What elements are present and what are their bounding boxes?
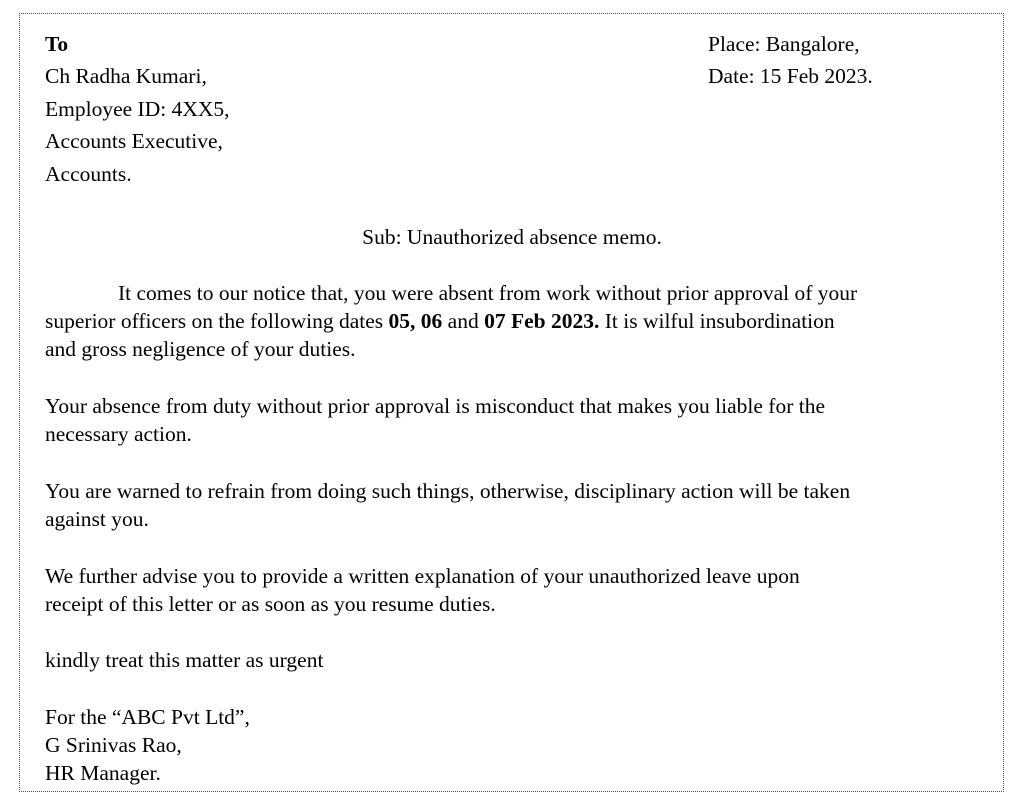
signature-name: G Srinivas Rao, [45,733,182,757]
paragraph-5: kindly treat this matter as urgent [45,648,324,672]
paragraph-1-and: and [442,309,485,333]
paragraph-2-line-1: Your absence from duty without prior approval is misconduct that makes you liable for the [45,394,826,418]
paragraph-4-line-2: receipt of this letter or as soon as you resume duties. [45,592,496,616]
place-line: Place: Bangalore, [708,32,860,56]
paragraph-1-line-1: It comes to our notice that, you were absent from work without prior approval of your [118,281,858,305]
signature-title: HR Manager. [45,761,161,785]
paragraph-1-text-post: It is wilful insubordination [599,309,835,333]
recipient-employee-id: Employee ID: 4XX5, [45,97,230,121]
paragraph-1-line-2 [45,307,835,335]
paragraph-1-line-3: and gross negligence of your duties. [45,337,356,361]
paragraph-2-line-2: necessary action. [45,422,192,446]
absence-dates-a: 05, 06 [388,309,443,333]
paragraph-3-line-2: against you. [45,507,149,531]
to-label: To [45,32,69,56]
subject-line: Sub: Unauthorized absence memo. [362,225,662,249]
paragraph-1-text-pre: superior officers on the following dates [45,309,389,333]
signature-company: For the “ABC Pvt Ltd”, [45,705,250,729]
date-line: Date: 15 Feb 2023. [708,64,873,88]
recipient-name: Ch Radha Kumari, [45,64,207,88]
absence-dates-b: 07 Feb 2023. [484,309,600,333]
recipient-department: Accounts. [45,162,132,186]
recipient-designation: Accounts Executive, [45,129,223,153]
paragraph-3-line-1: You are warned to refrain from doing such things, otherwise, disciplinary action will be taken [45,479,851,503]
paragraph-4-line-1: We further advise you to provide a written explanation of your unauthorized leave upon [45,564,800,588]
